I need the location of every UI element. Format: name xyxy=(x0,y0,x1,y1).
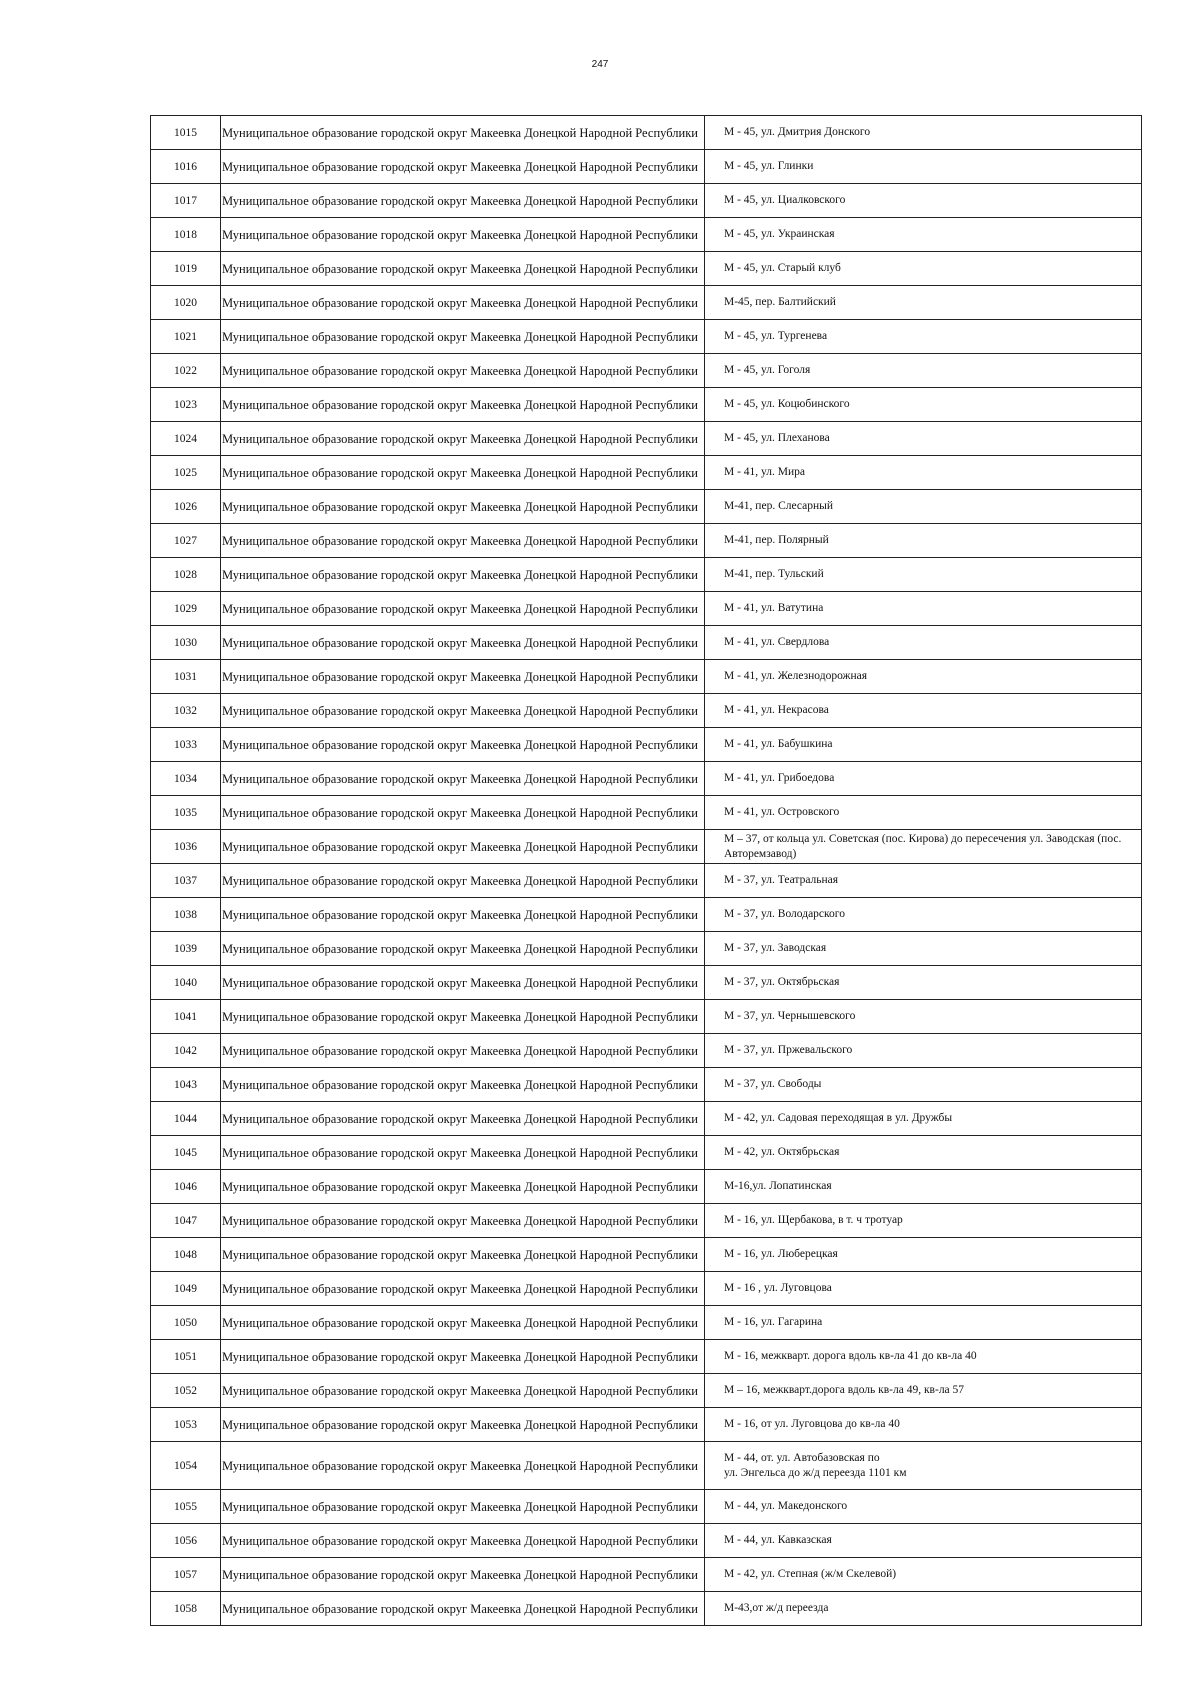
row-number-cell: 1035 xyxy=(151,796,221,830)
municipality-cell: Муниципальное образование городской округ Макеевка Донецкой Народной Республики xyxy=(221,762,705,796)
row-number-cell: 1025 xyxy=(151,456,221,490)
municipality-cell: Муниципальное образование городской округ Макеевка Донецкой Народной Республики xyxy=(221,524,705,558)
road-location-cell: М-41, пер. Слесарный xyxy=(705,490,1142,524)
table-row xyxy=(151,1408,1142,1442)
road-location-cell: М - 45, ул. Коцюбинского xyxy=(705,388,1142,422)
road-location-cell: М - 45, ул. Украинская xyxy=(705,218,1142,252)
road-location-cell: М - 37, ул. Чернышевского xyxy=(705,1000,1142,1034)
road-location-cell: М - 41, ул. Островского xyxy=(705,796,1142,830)
road-location-cell: М-43,от ж/д переезда xyxy=(705,1592,1142,1626)
table-row xyxy=(151,660,1142,694)
municipality-cell: Муниципальное образование городской округ Макеевка Донецкой Народной Республики xyxy=(221,1340,705,1374)
road-location-cell: М - 45, ул. Циалковского xyxy=(705,184,1142,218)
table-row xyxy=(151,218,1142,252)
row-number-cell: 1027 xyxy=(151,524,221,558)
road-location-cell: М - 41, ул. Бабушкина xyxy=(705,728,1142,762)
table-row xyxy=(151,1374,1142,1408)
table-row xyxy=(151,1272,1142,1306)
table-row xyxy=(151,1136,1142,1170)
table-row xyxy=(151,422,1142,456)
table-row xyxy=(151,864,1142,898)
road-location-cell: М-41, пер. Полярный xyxy=(705,524,1142,558)
table-row xyxy=(151,1524,1142,1558)
municipality-cell: Муниципальное образование городской округ Макеевка Донецкой Народной Республики xyxy=(221,1592,705,1626)
municipality-cell: Муниципальное образование городской округ Макеевка Донецкой Народной Республики xyxy=(221,1034,705,1068)
row-number-cell: 1033 xyxy=(151,728,221,762)
road-location-cell: М - 41, ул. Мира xyxy=(705,456,1142,490)
table-row xyxy=(151,1102,1142,1136)
row-number-cell: 1019 xyxy=(151,252,221,286)
table-row xyxy=(151,1306,1142,1340)
row-number-cell: 1057 xyxy=(151,1558,221,1592)
table-row xyxy=(151,252,1142,286)
road-location-cell: М - 42, ул. Октябрьская xyxy=(705,1136,1142,1170)
municipality-cell: Муниципальное образование городской округ Макеевка Донецкой Народной Республики xyxy=(221,1170,705,1204)
municipality-cell: Муниципальное образование городской округ Макеевка Донецкой Народной Республики xyxy=(221,1374,705,1408)
row-number-cell: 1032 xyxy=(151,694,221,728)
row-number-cell: 1048 xyxy=(151,1238,221,1272)
table-row xyxy=(151,592,1142,626)
row-number-cell: 1023 xyxy=(151,388,221,422)
road-location-cell: М - 45, ул. Плеханова xyxy=(705,422,1142,456)
road-location-cell: М - 41, ул. Ватутина xyxy=(705,592,1142,626)
road-location-cell: М - 42, ул. Степная (ж/м Скелевой) xyxy=(705,1558,1142,1592)
municipality-cell: Муниципальное образование городской округ Макеевка Донецкой Народной Республики xyxy=(221,626,705,660)
table-row xyxy=(151,694,1142,728)
road-location-cell: М - 37, ул. Октябрьская xyxy=(705,966,1142,1000)
table-row xyxy=(151,150,1142,184)
municipality-cell: Муниципальное образование городской округ Макеевка Донецкой Народной Республики xyxy=(221,864,705,898)
table-row xyxy=(151,116,1142,150)
road-location-cell: М - 37, ул. Театральная xyxy=(705,864,1142,898)
row-number-cell: 1058 xyxy=(151,1592,221,1626)
row-number-cell: 1056 xyxy=(151,1524,221,1558)
row-number-cell: 1049 xyxy=(151,1272,221,1306)
road-location-cell: М - 37, ул. Заводская xyxy=(705,932,1142,966)
road-location-cell: М - 45, ул. Тургенева xyxy=(705,320,1142,354)
municipality-cell: Муниципальное образование городской округ Макеевка Донецкой Народной Республики xyxy=(221,966,705,1000)
municipality-cell: Муниципальное образование городской округ Макеевка Донецкой Народной Республики xyxy=(221,1306,705,1340)
page-number: 247 xyxy=(591,59,609,70)
table-row xyxy=(151,932,1142,966)
row-number-cell: 1017 xyxy=(151,184,221,218)
table-row xyxy=(151,966,1142,1000)
road-location-cell: М - 41, ул. Некрасова xyxy=(705,694,1142,728)
municipality-cell: Муниципальное образование городской округ Макеевка Донецкой Народной Республики xyxy=(221,1490,705,1524)
row-number-cell: 1030 xyxy=(151,626,221,660)
municipality-cell: Муниципальное образование городской округ Макеевка Донецкой Народной Республики xyxy=(221,898,705,932)
road-location-cell: М - 16, от ул. Луговцова до кв-ла 40 xyxy=(705,1408,1142,1442)
table-row xyxy=(151,898,1142,932)
municipality-cell: Муниципальное образование городской округ Макеевка Донецкой Народной Республики xyxy=(221,456,705,490)
row-number-cell: 1042 xyxy=(151,1034,221,1068)
row-number-cell: 1055 xyxy=(151,1490,221,1524)
municipality-cell: Муниципальное образование городской округ Макеевка Донецкой Народной Республики xyxy=(221,558,705,592)
row-number-cell: 1047 xyxy=(151,1204,221,1238)
road-location-cell: М - 16, межкварт. дорога вдоль кв-ла 41 до кв-ла 40 xyxy=(705,1340,1142,1374)
table-row xyxy=(151,184,1142,218)
table-row xyxy=(151,762,1142,796)
row-number-cell: 1045 xyxy=(151,1136,221,1170)
municipality-cell: Муниципальное образование городской округ Макеевка Донецкой Народной Республики xyxy=(221,1136,705,1170)
municipality-cell: Муниципальное образование городской округ Макеевка Донецкой Народной Республики xyxy=(221,286,705,320)
municipality-cell: Муниципальное образование городской округ Макеевка Донецкой Народной Республики xyxy=(221,116,705,150)
row-number-cell: 1037 xyxy=(151,864,221,898)
table-row xyxy=(151,1442,1142,1490)
row-number-cell: 1026 xyxy=(151,490,221,524)
road-location-cell: М - 16, ул. Гагарина xyxy=(705,1306,1142,1340)
municipality-cell: Муниципальное образование городской округ Макеевка Донецкой Народной Республики xyxy=(221,1272,705,1306)
municipality-cell: Муниципальное образование городской округ Макеевка Донецкой Народной Республики xyxy=(221,796,705,830)
road-location-cell: М - 37, ул. Володарского xyxy=(705,898,1142,932)
municipality-cell: Муниципальное образование городской округ Макеевка Донецкой Народной Республики xyxy=(221,592,705,626)
municipality-cell: Муниципальное образование городской округ Макеевка Донецкой Народной Республики xyxy=(221,932,705,966)
municipality-cell: Муниципальное образование городской округ Макеевка Донецкой Народной Республики xyxy=(221,1442,705,1490)
table-row xyxy=(151,286,1142,320)
road-location-cell: М - 44, от. ул. Автобазовская по ул. Энгельса до ж/д переезда 1101 км xyxy=(705,1442,1142,1490)
table-row xyxy=(151,796,1142,830)
registry-table xyxy=(150,115,1142,1626)
row-number-cell: 1054 xyxy=(151,1442,221,1490)
row-number-cell: 1024 xyxy=(151,422,221,456)
table-row xyxy=(151,1340,1142,1374)
table-row xyxy=(151,1000,1142,1034)
road-location-cell: М - 45, ул. Дмитрия Донского xyxy=(705,116,1142,150)
table-row xyxy=(151,1204,1142,1238)
municipality-cell: Муниципальное образование городской округ Макеевка Донецкой Народной Республики xyxy=(221,1238,705,1272)
municipality-cell: Муниципальное образование городской округ Макеевка Донецкой Народной Республики xyxy=(221,1408,705,1442)
road-location-cell: М - 41, ул. Свердлова xyxy=(705,626,1142,660)
row-number-cell: 1028 xyxy=(151,558,221,592)
municipality-cell: Муниципальное образование городской округ Макеевка Донецкой Народной Республики xyxy=(221,1558,705,1592)
road-location-cell: М - 45, ул. Глинки xyxy=(705,150,1142,184)
row-number-cell: 1031 xyxy=(151,660,221,694)
row-number-cell: 1038 xyxy=(151,898,221,932)
row-number-cell: 1051 xyxy=(151,1340,221,1374)
municipality-cell: Муниципальное образование городской округ Макеевка Донецкой Народной Республики xyxy=(221,1204,705,1238)
row-number-cell: 1021 xyxy=(151,320,221,354)
row-number-cell: 1044 xyxy=(151,1102,221,1136)
municipality-cell: Муниципальное образование городской округ Макеевка Донецкой Народной Республики xyxy=(221,422,705,456)
table-row xyxy=(151,1068,1142,1102)
table-row xyxy=(151,456,1142,490)
road-location-cell: М - 37, ул. Пржевальского xyxy=(705,1034,1142,1068)
table-row xyxy=(151,728,1142,762)
road-location-cell: М – 16, межкварт.дорога вдоль кв-ла 49, кв-ла 57 xyxy=(705,1374,1142,1408)
table-row xyxy=(151,1592,1142,1626)
table-row xyxy=(151,830,1142,864)
table-row xyxy=(151,388,1142,422)
row-number-cell: 1020 xyxy=(151,286,221,320)
municipality-cell: Муниципальное образование городской округ Макеевка Донецкой Народной Республики xyxy=(221,490,705,524)
road-location-cell: М-45, пер. Балтийский xyxy=(705,286,1142,320)
municipality-cell: Муниципальное образование городской округ Макеевка Донецкой Народной Республики xyxy=(221,660,705,694)
municipality-cell: Муниципальное образование городской округ Макеевка Донецкой Народной Республики xyxy=(221,150,705,184)
municipality-cell: Муниципальное образование городской округ Макеевка Донецкой Народной Республики xyxy=(221,694,705,728)
road-location-cell: М – 37, от кольца ул. Советская (пос. Кирова) до пересечения ул. Заводская (пос. Авторемзавод) xyxy=(705,830,1142,864)
municipality-cell: Муниципальное образование городской округ Макеевка Донецкой Народной Республики xyxy=(221,1102,705,1136)
table-row xyxy=(151,626,1142,660)
row-number-cell: 1029 xyxy=(151,592,221,626)
row-number-cell: 1039 xyxy=(151,932,221,966)
municipality-cell: Муниципальное образование городской округ Макеевка Донецкой Народной Республики xyxy=(221,320,705,354)
road-location-cell: М-16,ул. Лопатинская xyxy=(705,1170,1142,1204)
row-number-cell: 1034 xyxy=(151,762,221,796)
road-location-cell: М - 45, ул. Старый клуб xyxy=(705,252,1142,286)
row-number-cell: 1052 xyxy=(151,1374,221,1408)
row-number-cell: 1022 xyxy=(151,354,221,388)
row-number-cell: 1041 xyxy=(151,1000,221,1034)
road-location-cell: М - 16, ул. Щербакова, в т. ч тротуар xyxy=(705,1204,1142,1238)
table-row xyxy=(151,1170,1142,1204)
row-number-cell: 1040 xyxy=(151,966,221,1000)
municipality-cell: Муниципальное образование городской округ Макеевка Донецкой Народной Республики xyxy=(221,218,705,252)
municipality-cell: Муниципальное образование городской округ Макеевка Донецкой Народной Республики xyxy=(221,728,705,762)
municipality-cell: Муниципальное образование городской округ Макеевка Донецкой Народной Республики xyxy=(221,1000,705,1034)
road-location-cell: М - 41, ул. Железнодорожная xyxy=(705,660,1142,694)
table-row xyxy=(151,1558,1142,1592)
road-location-cell: М - 44, ул. Кавказская xyxy=(705,1524,1142,1558)
municipality-cell: Муниципальное образование городской округ Макеевка Донецкой Народной Республики xyxy=(221,354,705,388)
municipality-cell: Муниципальное образование городской округ Макеевка Донецкой Народной Республики xyxy=(221,830,705,864)
road-location-cell: М - 37, ул. Свободы xyxy=(705,1068,1142,1102)
road-location-cell: М - 42, ул. Садовая переходящая в ул. Дружбы xyxy=(705,1102,1142,1136)
row-number-cell: 1015 xyxy=(151,116,221,150)
row-number-cell: 1016 xyxy=(151,150,221,184)
municipality-cell: Муниципальное образование городской округ Макеевка Донецкой Народной Республики xyxy=(221,1524,705,1558)
municipality-cell: Муниципальное образование городской округ Макеевка Донецкой Народной Республики xyxy=(221,388,705,422)
row-number-cell: 1018 xyxy=(151,218,221,252)
municipality-cell: Муниципальное образование городской округ Макеевка Донецкой Народной Республики xyxy=(221,184,705,218)
table-row xyxy=(151,1238,1142,1272)
road-location-cell: М - 16, ул. Люберецкая xyxy=(705,1238,1142,1272)
row-number-cell: 1043 xyxy=(151,1068,221,1102)
table-row xyxy=(151,1490,1142,1524)
table-row xyxy=(151,558,1142,592)
table-row xyxy=(151,354,1142,388)
table-row xyxy=(151,490,1142,524)
road-location-cell: М - 44, ул. Македонского xyxy=(705,1490,1142,1524)
road-location-cell: М - 45, ул. Гоголя xyxy=(705,354,1142,388)
table-row xyxy=(151,524,1142,558)
road-location-cell: М - 16 , ул. Луговцова xyxy=(705,1272,1142,1306)
row-number-cell: 1046 xyxy=(151,1170,221,1204)
table-row xyxy=(151,320,1142,354)
table-row xyxy=(151,1034,1142,1068)
municipality-cell: Муниципальное образование городской округ Макеевка Донецкой Народной Республики xyxy=(221,1068,705,1102)
row-number-cell: 1036 xyxy=(151,830,221,864)
row-number-cell: 1053 xyxy=(151,1408,221,1442)
row-number-cell: 1050 xyxy=(151,1306,221,1340)
municipality-cell: Муниципальное образование городской округ Макеевка Донецкой Народной Республики xyxy=(221,252,705,286)
registry-table-body xyxy=(151,116,1142,1626)
road-location-cell: М - 41, ул. Грибоедова xyxy=(705,762,1142,796)
road-location-cell: М-41, пер. Тульский xyxy=(705,558,1142,592)
